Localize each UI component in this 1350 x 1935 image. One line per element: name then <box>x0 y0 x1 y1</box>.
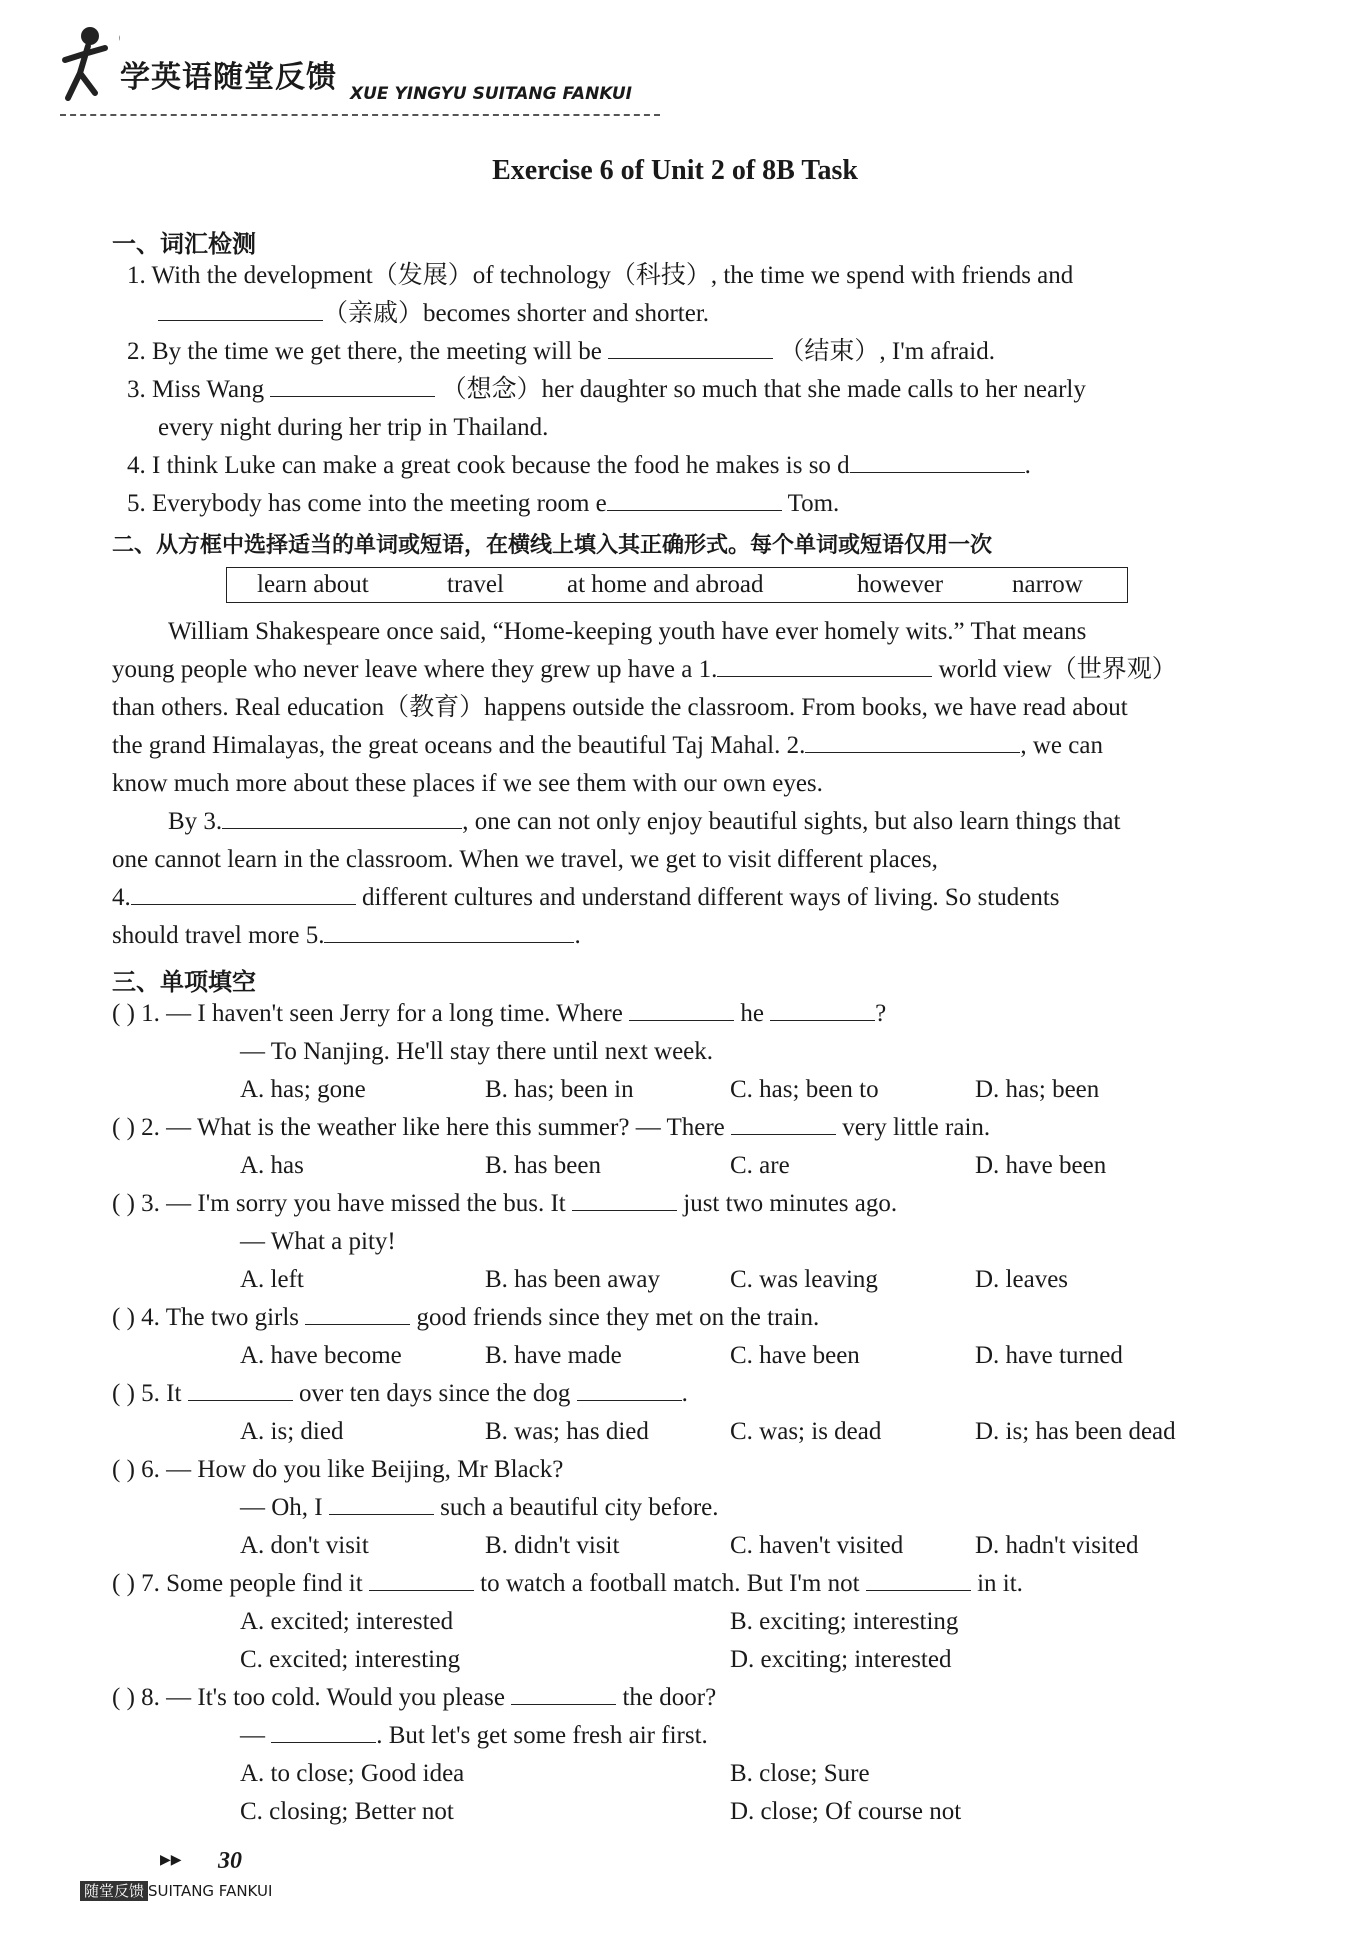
mc-text: he <box>740 1000 764 1027</box>
mc-option[interactable]: B. exciting; interesting <box>730 1608 959 1635</box>
mc-q1-stem <box>112 998 886 1030</box>
s1-q2-tail: （结束）, I'm afraid. <box>779 338 995 365</box>
mc-q3-text: 3. — I'm sorry you have missed the bus. It <box>141 1190 566 1217</box>
header-divider <box>60 114 660 116</box>
mc-q8-text: 8. — It's too cold. Would you please <box>141 1684 505 1711</box>
mc-option[interactable]: C. was; is dead <box>730 1418 882 1445</box>
mc-option[interactable]: C. excited; interesting <box>240 1646 461 1673</box>
mc-q7-stem <box>112 1568 1023 1600</box>
answer-blank <box>305 1302 410 1325</box>
footer-tag-en: SUITANG FANKUI <box>148 1882 273 1900</box>
passage-text: different cultures and understand different ways of living. So students <box>362 884 1060 911</box>
s1-q2 <box>127 336 995 368</box>
passage-text: world view（世界观） <box>938 656 1177 683</box>
runner-logo-icon <box>50 18 120 118</box>
mc-option[interactable]: A. has; gone <box>240 1076 366 1103</box>
s1-q3-tail: （想念）her daughter so much that she made calls to her nearly <box>441 376 1086 403</box>
mc-option[interactable]: D. have been <box>975 1152 1107 1179</box>
passage-p2-l1 <box>168 806 1120 838</box>
answer-blank[interactable] <box>607 488 782 511</box>
mc-option[interactable]: A. is; died <box>240 1418 344 1445</box>
s1-q4-text: 4. I think Luke can make a great cook because the food he makes is so d <box>127 452 850 479</box>
word-bank-item: travel <box>447 571 504 598</box>
word-bank-item: at home and abroad <box>567 571 764 598</box>
mc-option[interactable]: C. has; been to <box>730 1076 879 1103</box>
footer-tag-cn: 随堂反馈 <box>80 1881 148 1901</box>
mc-option[interactable]: D. close; Of course not <box>730 1798 962 1825</box>
mc-option[interactable]: C. closing; Better not <box>240 1798 454 1825</box>
mc-q1-text: 1. — I haven't seen Jerry for a long time. Where <box>141 1000 623 1027</box>
footer-arrow-icon: ▶▶ <box>160 1853 182 1868</box>
section1-heading: 一、词汇检测 <box>112 230 256 258</box>
answer-paren[interactable]: ( ) <box>112 1380 135 1407</box>
mc-q1-reply: — To Nanjing. He'll stay there until next week. <box>240 1038 714 1065</box>
answer-blank[interactable] <box>222 806 462 829</box>
passage-p2-l2: one cannot learn in the classroom. When we travel, we get to visit different places, <box>112 846 938 873</box>
passage-p1-l5: know much more about these places if we see them with our own eyes. <box>112 770 823 797</box>
word-bank-item: learn about <box>257 571 369 598</box>
s1-q5 <box>127 488 839 520</box>
answer-blank[interactable] <box>608 336 773 359</box>
mc-q8-reply <box>240 1720 708 1752</box>
header-pinyin: XUE YINGYU SUITANG FANKUI <box>350 84 633 104</box>
mc-q8-stem <box>112 1682 716 1714</box>
mc-text: . <box>681 1380 688 1407</box>
header <box>50 18 660 128</box>
answer-blank[interactable] <box>158 298 323 321</box>
passage-p1-l4 <box>112 730 1103 762</box>
mc-text: to watch a football match. But I'm not <box>480 1570 860 1597</box>
mc-option[interactable]: B. close; Sure <box>730 1760 870 1787</box>
mc-option[interactable]: A. don't visit <box>240 1532 369 1559</box>
answer-blank[interactable] <box>131 882 356 905</box>
mc-text: such a beautiful city before. <box>440 1494 719 1521</box>
footer-tag <box>80 1880 272 1901</box>
answer-paren[interactable]: ( ) <box>112 1114 135 1141</box>
answer-blank <box>770 998 875 1021</box>
mc-q4-text: 4. The two girls <box>141 1304 300 1331</box>
mc-q2-text: 2. — What is the weather like here this summer? — There <box>141 1114 725 1141</box>
mc-text: just two minutes ago. <box>683 1190 898 1217</box>
mc-option[interactable]: D. is; has been dead <box>975 1418 1176 1445</box>
answer-blank[interactable] <box>850 450 1025 473</box>
mc-option[interactable]: B. was; has died <box>485 1418 649 1445</box>
word-bank-item: however <box>857 571 944 598</box>
passage-text: , one can not only enjoy beautiful sights, but also learn things that <box>462 808 1121 835</box>
passage-p2-l4 <box>112 920 581 952</box>
page-number: 30 <box>218 1848 242 1874</box>
passage-text: the grand Himalayas, the great oceans and the beautiful Taj Mahal. 2. <box>112 732 806 759</box>
mc-option[interactable]: C. haven't visited <box>730 1532 904 1559</box>
answer-blank <box>329 1492 434 1515</box>
mc-q2-stem <box>112 1112 990 1144</box>
s1-q3-line2: every night during her trip in Thailand. <box>158 414 549 441</box>
answer-blank <box>577 1378 682 1401</box>
answer-paren[interactable]: ( ) <box>112 1570 135 1597</box>
mc-q5-text: 5. It <box>141 1380 182 1407</box>
mc-text: — <box>240 1722 265 1749</box>
mc-text: very little rain. <box>842 1114 991 1141</box>
header-title: 学英语随堂反馈 <box>120 60 337 95</box>
mc-option[interactable]: C. have been <box>730 1342 860 1369</box>
mc-text: . But let's get some fresh air first. <box>376 1722 708 1749</box>
mc-option[interactable]: A. left <box>240 1266 304 1293</box>
answer-blank[interactable] <box>324 920 574 943</box>
passage-p1-l1: William Shakespeare once said, “Home-keeping youth have ever homely wits.” That means <box>168 618 1087 645</box>
mc-option[interactable]: B. have made <box>485 1342 622 1369</box>
s1-q5-tail: Tom. <box>787 490 840 517</box>
s1-q2-text: 2. By the time we get there, the meeting will be <box>127 338 602 365</box>
mc-q4-stem <box>112 1302 819 1334</box>
passage-p2-l3 <box>112 882 1060 914</box>
mc-option[interactable]: B. didn't visit <box>485 1532 620 1559</box>
answer-blank[interactable] <box>805 730 1020 753</box>
s1-q5-text: 5. Everybody has come into the meeting room e <box>127 490 607 517</box>
answer-blank <box>731 1112 836 1135</box>
answer-paren[interactable]: ( ) <box>112 1456 135 1483</box>
mc-option[interactable]: D. leaves <box>975 1266 1069 1293</box>
mc-option[interactable]: A. has <box>240 1152 304 1179</box>
mc-text: over ten days since the dog <box>298 1380 571 1407</box>
page-title: Exercise 6 of Unit 2 of 8B Task <box>492 155 858 186</box>
mc-q6-stem <box>112 1454 563 1486</box>
mc-option[interactable]: B. has; been in <box>485 1076 634 1103</box>
mc-option[interactable]: B. has been <box>485 1152 601 1179</box>
answer-paren[interactable]: ( ) <box>112 1000 135 1027</box>
passage-text: , we can <box>1020 732 1103 759</box>
answer-blank <box>188 1378 293 1401</box>
s1-q1-tail: （亲戚）becomes shorter and shorter. <box>323 300 710 327</box>
mc-q5-stem <box>112 1378 688 1410</box>
mc-text: ? <box>875 1000 887 1027</box>
mc-q6-reply <box>240 1492 719 1524</box>
mc-option[interactable]: A. excited; interested <box>240 1608 454 1635</box>
answer-blank <box>572 1188 677 1211</box>
answer-blank[interactable] <box>717 654 932 677</box>
s1-q3-line1 <box>127 374 1086 406</box>
passage-p1-l2 <box>112 654 1177 686</box>
passage-text: By 3. <box>168 808 223 835</box>
answer-paren[interactable]: ( ) <box>112 1684 135 1711</box>
mc-option[interactable]: A. have become <box>240 1342 402 1369</box>
answer-paren[interactable]: ( ) <box>112 1304 135 1331</box>
mc-option[interactable]: B. has been away <box>485 1266 660 1293</box>
mc-option[interactable]: D. have turned <box>975 1342 1123 1369</box>
s1-q4-tail: . <box>1024 452 1031 479</box>
mc-option[interactable]: D. exciting; interested <box>730 1646 952 1673</box>
s1-q1-line1 <box>127 260 1073 292</box>
mc-option[interactable]: A. to close; Good idea <box>240 1760 465 1787</box>
passage-p1-l3: than others. Real education（教育）happens outside the classroom. From books, we have read about <box>112 694 1128 721</box>
answer-paren[interactable]: ( ) <box>112 1190 135 1217</box>
word-bank-item: narrow <box>1012 571 1083 598</box>
passage-text: young people who never leave where they grew up have a 1. <box>112 656 718 683</box>
s1-q4 <box>127 450 1031 482</box>
answer-blank[interactable] <box>270 374 435 397</box>
mc-option[interactable]: C. are <box>730 1152 790 1179</box>
answer-blank <box>629 998 734 1021</box>
section3-heading: 三、单项填空 <box>112 968 256 996</box>
mc-text: — Oh, I <box>240 1494 323 1521</box>
mc-option[interactable]: D. has; been <box>975 1076 1100 1103</box>
passage-text: should travel more 5. <box>112 922 325 949</box>
mc-text: the door? <box>622 1684 717 1711</box>
mc-text: in it. <box>977 1570 1023 1597</box>
answer-blank <box>511 1682 616 1705</box>
mc-text: good friends since they met on the train. <box>416 1304 820 1331</box>
word-bank-box <box>226 567 1128 603</box>
mc-option[interactable]: C. was leaving <box>730 1266 878 1293</box>
passage-text: . <box>574 922 581 949</box>
mc-q7-text: 7. Some people find it <box>141 1570 363 1597</box>
answer-blank <box>866 1568 971 1591</box>
answer-blank <box>369 1568 474 1591</box>
mc-q3-reply: — What a pity! <box>240 1228 396 1255</box>
s1-q3-text: 3. Miss Wang <box>127 376 265 403</box>
passage-text: 4. <box>112 884 131 911</box>
mc-q3-stem <box>112 1188 897 1220</box>
section2-heading: 二、从方框中选择适当的单词或短语，在横线上填入其正确形式。每个单词或短语仅用一次 <box>112 533 993 558</box>
s1-q1-line2 <box>158 298 709 330</box>
mc-q6-text: 6. — How do you like Beijing, Mr Black? <box>141 1456 564 1483</box>
answer-blank <box>271 1720 376 1743</box>
s1-q1-text: 1. With the development（发展）of technology（科技）, the time we spend with friends and <box>127 262 1074 289</box>
mc-option[interactable]: D. hadn't visited <box>975 1532 1139 1559</box>
